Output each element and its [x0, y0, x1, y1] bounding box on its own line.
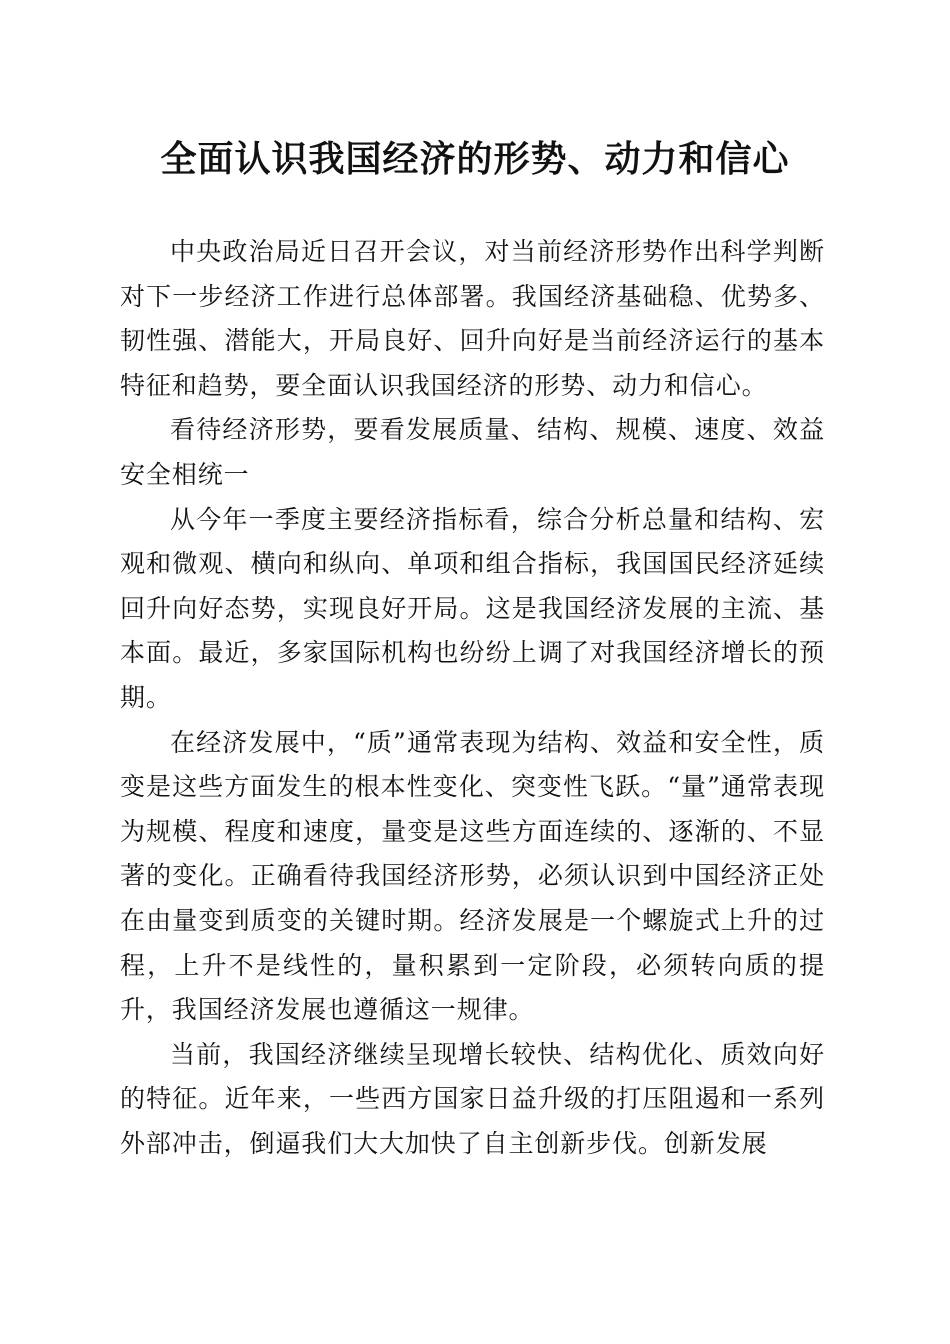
paragraph-3: 从今年一季度主要经济指标看，综合分析总量和结构、宏观和微观、横向和纵向、单项和组合指标，我国国民经济延续回升向好态势，实现良好开局。这是我国经济发展的主流、基本面。最近，多家国际机构也纷纷上调了对我国经济增长的预期。 [120, 504, 825, 712]
document-body [120, 230, 825, 1166]
paragraph-1: 中央政治局近日召开会议，对当前经济形势作出科学判断对下一步经济工作进行总体部署。我国经济基础稳、优势多、韧性强、潜能大，开局良好、回升向好是当前经济运行的基本特征和趋势，要全面认识我国经济的形势、动力和信心。 [120, 237, 825, 400]
paragraph-2: 看待经济形势，要看发展质量、结构、规模、速度、效益安全相统一 [120, 415, 825, 489]
document-title: 全面认识我国经济的形势、动力和信心 [160, 138, 790, 180]
paragraph-5: 当前，我国经济继续呈现增长较快、结构优化、质效向好的特征。近年来，一些西方国家日益升级的打压阻遏和一系列外部冲击，倒逼我们大大加快了自主创新步伐。创新发展 [120, 1039, 825, 1158]
paragraph-4: 在经济发展中，“质”通常表现为结构、效益和安全性，质变是这些方面发生的根本性变化、突变性飞跃。“量”通常表现为规模、程度和速度，量变是这些方面连续的、逐渐的、不显著的变化。正确看待我国经济形势，必须认识到中国经济正处在由量变到质变的关键时期。经济发展是一个螺旋式上升的过程，上升不是线性的，量积累到一定阶段，必须转向质的提升，我国经济发展也遵循这一规律。 [120, 727, 825, 1025]
